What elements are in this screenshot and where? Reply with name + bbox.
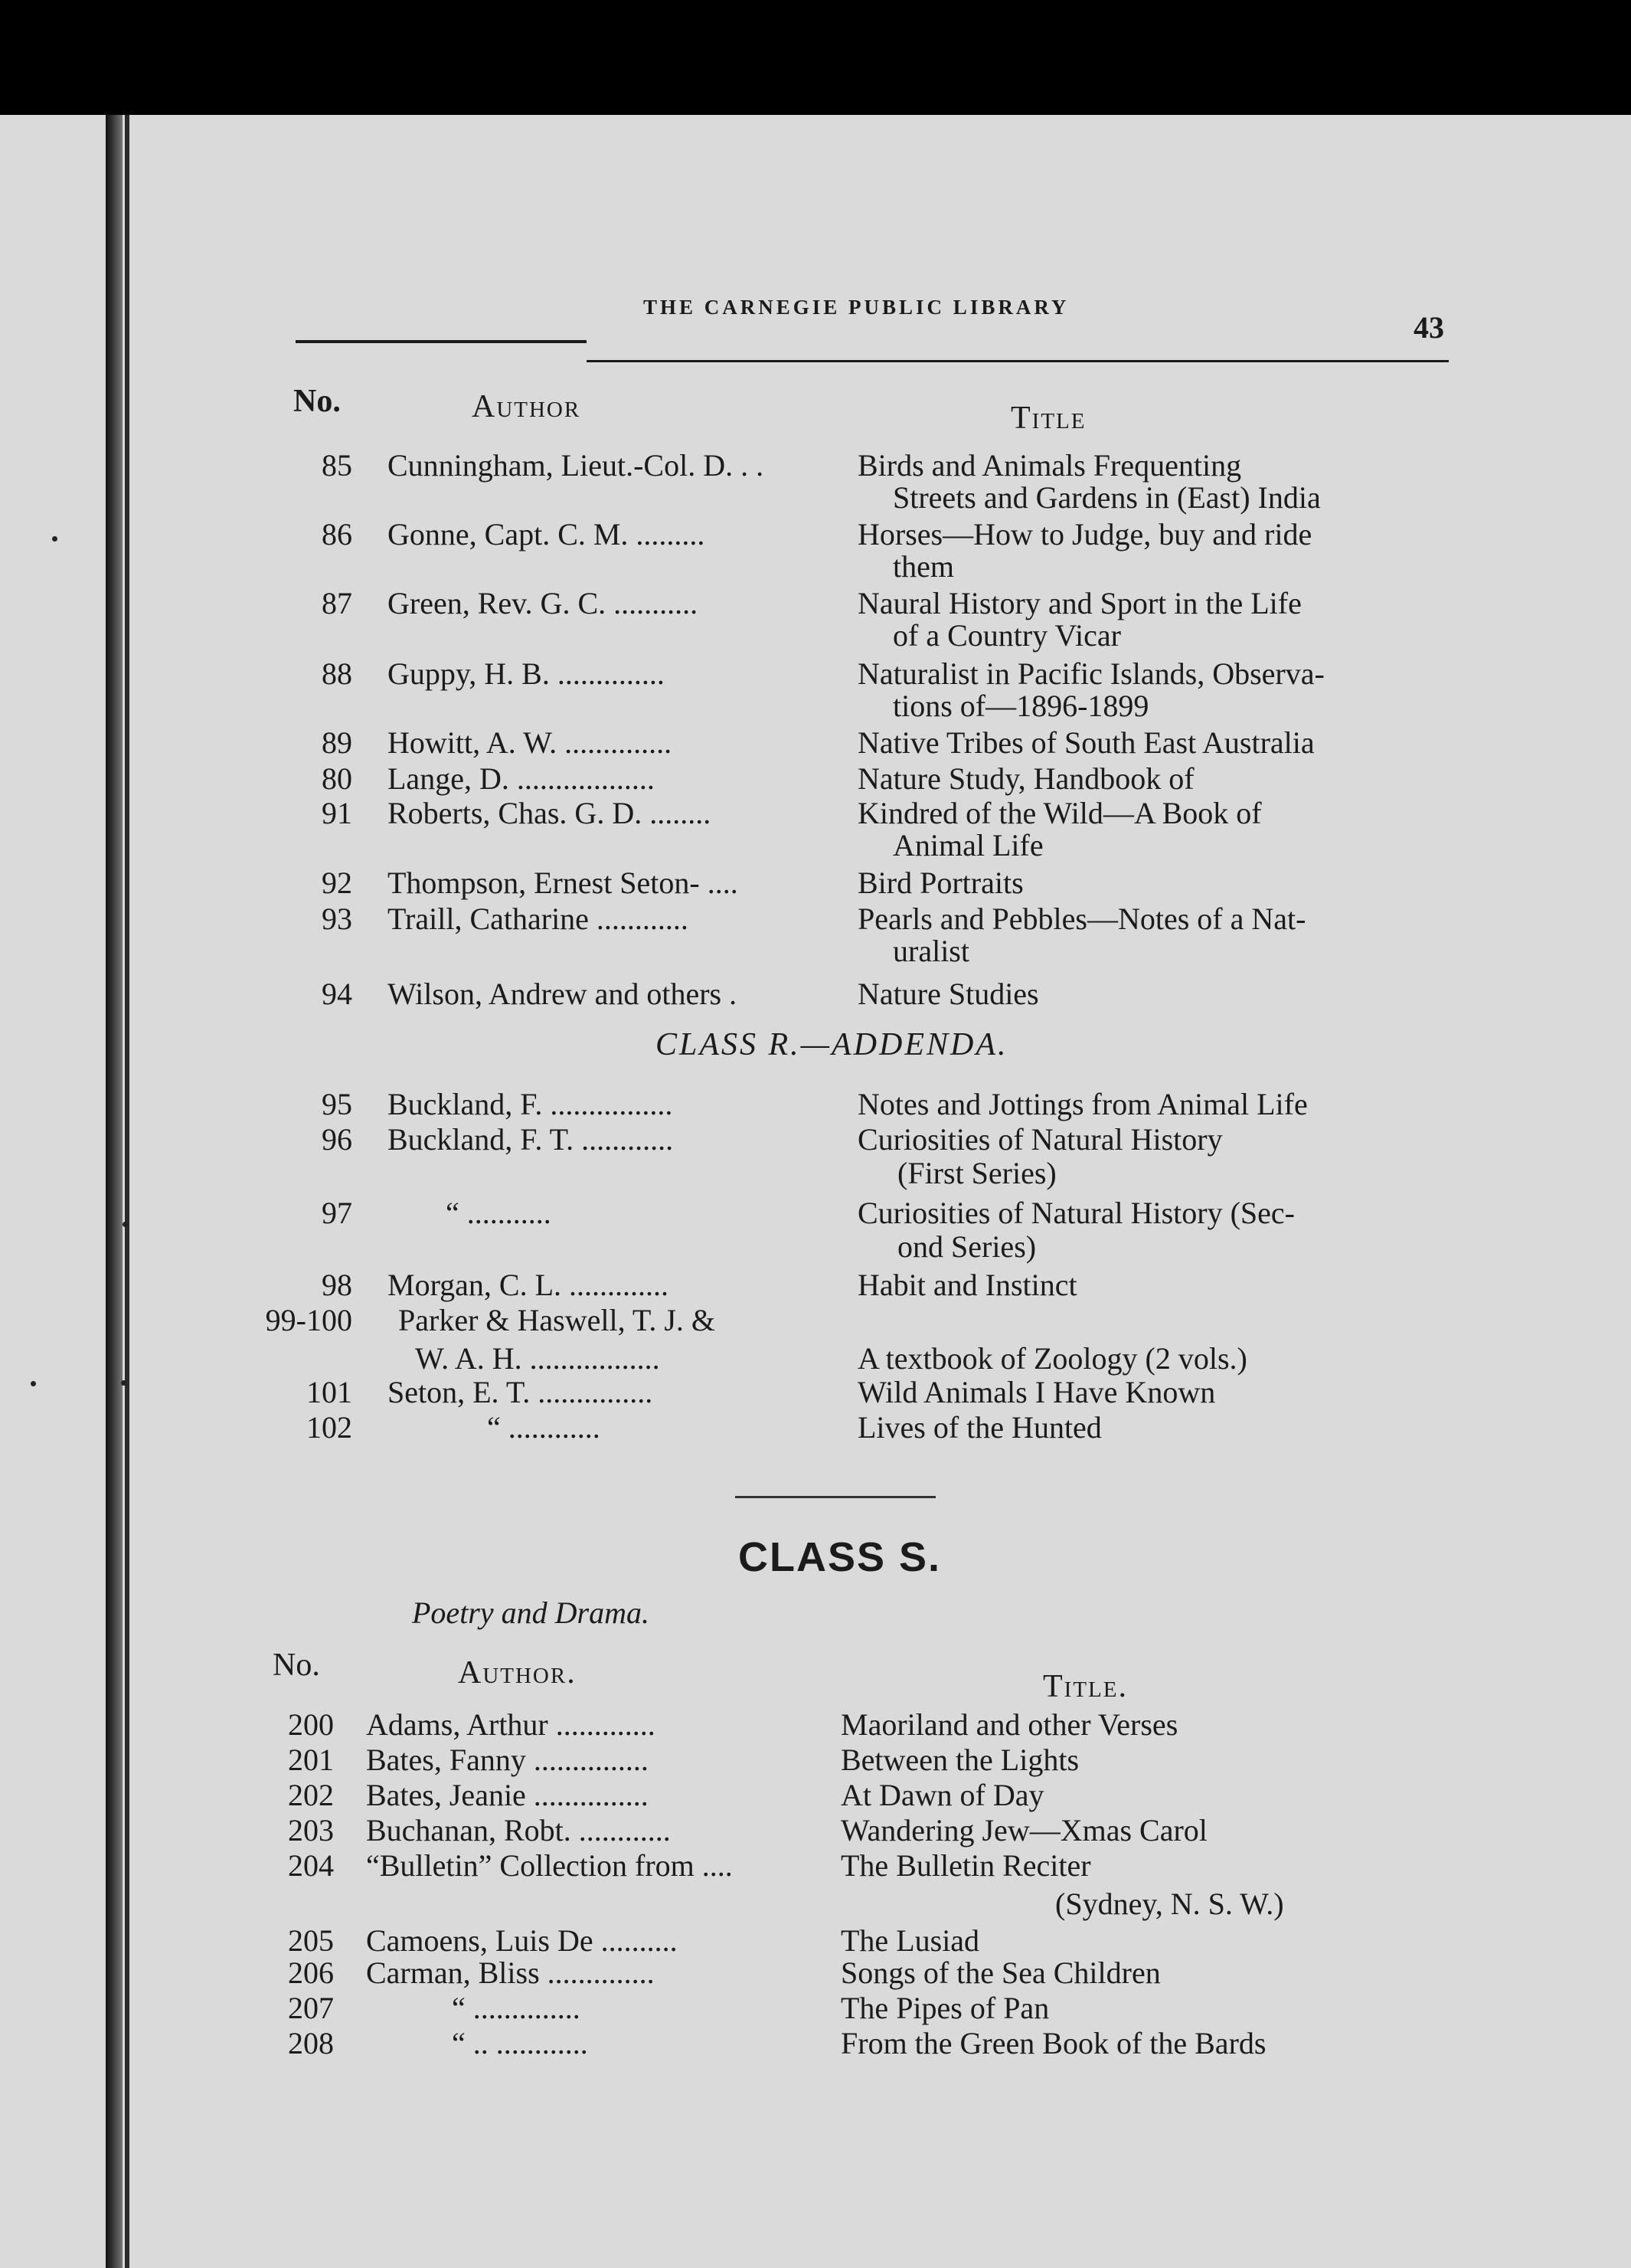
catalog-entry <box>0 2025 1470 2062</box>
entry-author: Seton, E. T. ............... <box>387 1375 653 1409</box>
class-s-subtitle: Poetry and Drama. <box>412 1595 649 1630</box>
entry-author: Traill, Catharine ............ <box>387 902 688 936</box>
entry-number: 96 <box>322 1122 352 1157</box>
catalog-entry <box>0 795 1470 832</box>
entry-number: 87 <box>322 586 352 620</box>
entry-title: Bird Portraits <box>858 866 1024 900</box>
entry-title: Songs of the Sea Children <box>841 1955 1161 1990</box>
entry-number: 88 <box>322 656 352 691</box>
catalog-entry <box>0 1409 1470 1446</box>
entry-number: 101 <box>306 1375 352 1409</box>
entry-title: Pearls and Pebbles—Notes of a Nat- <box>858 902 1306 936</box>
col-header-author: Author. <box>458 1655 577 1690</box>
entry-number: 85 <box>322 448 352 483</box>
entry-title: Horses—How to Judge, buy and ride <box>858 517 1312 551</box>
entry-author: “ ............ <box>487 1410 600 1445</box>
entry-title: Wild Animals I Have Known <box>858 1375 1216 1409</box>
entry-number: 89 <box>322 725 352 760</box>
entry-author: “ .. ............ <box>452 2026 588 2060</box>
entry-author: Buckland, F. T. ............ <box>387 1122 674 1157</box>
catalog-entry <box>0 1812 1470 1849</box>
entry-number: 202 <box>288 1778 334 1812</box>
entry-title: Lives of the Hunted <box>858 1410 1102 1445</box>
entry-author: Gonne, Capt. C. M. ......... <box>387 517 705 551</box>
running-title: THE CARNEGIE PUBLIC LIBRARY <box>643 296 1070 319</box>
catalog-entry <box>0 1707 1470 1743</box>
catalog-entry <box>0 1777 1470 1814</box>
entry-title-continuation: Streets and Gardens in (East) India <box>893 480 1321 515</box>
entry-author: “Bulletin” Collection from .... <box>366 1848 733 1883</box>
entry-number: 80 <box>322 761 352 796</box>
entry-author: Buckland, F. ................ <box>387 1087 673 1121</box>
entry-author: Wilson, Andrew and others . <box>387 977 737 1011</box>
entry-title: Curiosities of Natural History <box>858 1122 1223 1157</box>
entry-author: Camoens, Luis De .......... <box>366 1923 678 1958</box>
entry-number: 207 <box>288 1991 334 2025</box>
entry-title: Native Tribes of South East Australia <box>858 725 1315 760</box>
entry-title: The Pipes of Pan <box>841 1991 1050 2025</box>
entry-author: Roberts, Chas. G. D. ........ <box>387 796 711 830</box>
entry-title: The Bulletin Reciter <box>841 1848 1091 1883</box>
entry-title: Between the Lights <box>841 1743 1080 1777</box>
entry-number: 205 <box>288 1923 334 1958</box>
entry-number: 99-100 <box>265 1303 352 1337</box>
entry-author: “ ........... <box>446 1196 551 1230</box>
catalog-entry <box>0 1267 1470 1304</box>
catalog-entry <box>0 1923 1470 1959</box>
catalog-entry <box>0 1086 1470 1123</box>
section-divider <box>735 1496 936 1498</box>
entry-author: Carman, Bliss .............. <box>366 1955 655 1990</box>
catalog-entry <box>0 656 1470 692</box>
catalog-entry <box>0 865 1470 902</box>
entry-number: 102 <box>306 1410 352 1445</box>
entry-title: Naturalist in Pacific Islands, Observa- <box>858 656 1325 691</box>
entry-title-continuation: ond Series) <box>897 1229 1037 1264</box>
header-rule-right <box>587 360 1449 362</box>
catalog-entry <box>0 1121 1470 1158</box>
catalog-entry <box>0 976 1470 1013</box>
entry-author: Morgan, C. L. ............. <box>387 1268 669 1302</box>
entry-author: Bates, Fanny ............... <box>366 1743 649 1777</box>
entry-title-continuation: (Sydney, N. S. W.) <box>1055 1887 1284 1921</box>
entry-title-continuation: them <box>893 549 954 584</box>
entry-title: Notes and Jottings from Animal Life <box>858 1087 1308 1121</box>
entry-title: Wandering Jew—Xmas Carol <box>841 1813 1208 1847</box>
entry-number: 201 <box>288 1743 334 1777</box>
entry-title: Birds and Animals Frequenting <box>858 448 1242 483</box>
entry-author: Thompson, Ernest Seton- .... <box>387 866 738 900</box>
entry-number: 206 <box>288 1955 334 1990</box>
entry-author: Buchanan, Robt. ............ <box>366 1813 671 1847</box>
entry-number: 200 <box>288 1707 334 1742</box>
catalog-entry <box>0 1742 1470 1779</box>
catalog-entry <box>0 1340 1470 1377</box>
entry-title: From the Green Book of the Bards <box>841 2026 1267 2060</box>
catalog-entry <box>0 1847 1470 1884</box>
entry-number: 95 <box>322 1087 352 1121</box>
entry-title-continuation: Animal Life <box>893 828 1044 862</box>
col-header-no: No. <box>293 384 341 419</box>
catalog-entry <box>0 516 1470 553</box>
header-rule-left <box>296 340 587 343</box>
entry-author: Lange, D. .................. <box>387 761 655 796</box>
col-header-no: No. <box>273 1648 320 1683</box>
entry-author: Howitt, A. W. .............. <box>387 725 672 760</box>
col-header-author: Author <box>472 389 581 424</box>
entry-title: Naural History and Sport in the Life <box>858 586 1302 620</box>
entry-title-continuation: tions of—1896-1899 <box>893 689 1149 723</box>
entry-title: At Dawn of Day <box>841 1778 1044 1812</box>
entry-number: 93 <box>322 902 352 936</box>
entry-author: Adams, Arthur ............. <box>366 1707 655 1742</box>
entry-author: Bates, Jeanie ............... <box>366 1778 649 1812</box>
entry-number: 204 <box>288 1848 334 1883</box>
entry-title: The Lusiad <box>841 1923 980 1958</box>
catalog-entry <box>0 1955 1470 1991</box>
entry-title: Maoriland and other Verses <box>841 1707 1178 1742</box>
catalog-entry <box>0 447 1470 484</box>
entry-title-continuation: uralist <box>893 934 969 968</box>
entry-number: 92 <box>322 866 352 900</box>
entry-author: W. A. H. ................. <box>415 1341 660 1376</box>
entry-number: 208 <box>288 2026 334 2060</box>
entry-author: “ .............. <box>452 1991 580 2025</box>
entry-number: 97 <box>322 1196 352 1230</box>
catalog-entry <box>0 1990 1470 2027</box>
entry-author: Cunningham, Lieut.-Col. D. . . <box>387 448 764 483</box>
entry-number: 91 <box>322 796 352 830</box>
catalog-entry <box>0 725 1470 761</box>
entry-author: Parker & Haswell, T. J. & <box>398 1303 716 1337</box>
entry-title-continuation: (First Series) <box>897 1156 1057 1190</box>
entry-title: Curiosities of Natural History (Sec- <box>858 1196 1295 1230</box>
catalog-entry <box>0 1195 1470 1232</box>
catalog-entry <box>0 1302 1470 1339</box>
class-s-heading: CLASS S. <box>738 1534 942 1580</box>
addenda-heading: CLASS R.—ADDENDA. <box>655 1027 1008 1062</box>
entry-title: Kindred of the Wild—A Book of <box>858 796 1262 830</box>
page-number: 43 <box>1414 310 1444 345</box>
entry-author: Green, Rev. G. C. ........... <box>387 586 698 620</box>
entry-title: A textbook of Zoology (2 vols.) <box>858 1341 1247 1376</box>
col-header-title: Title. <box>1043 1669 1128 1704</box>
entry-title: Nature Studies <box>858 977 1039 1011</box>
entry-author: Guppy, H. B. .............. <box>387 656 665 691</box>
entry-title: Nature Study, Handbook of <box>858 761 1195 796</box>
col-header-title: Title <box>1011 401 1087 436</box>
entry-title: Habit and Instinct <box>858 1268 1077 1302</box>
entry-number: 86 <box>322 517 352 551</box>
catalog-entry <box>0 585 1470 622</box>
entry-number: 203 <box>288 1813 334 1847</box>
entry-title-continuation: of a Country Vicar <box>893 618 1121 653</box>
entry-number: 98 <box>322 1268 352 1302</box>
entry-number: 94 <box>322 977 352 1011</box>
catalog-entry <box>0 901 1470 938</box>
catalog-entry <box>0 761 1470 797</box>
catalog-entry <box>0 1374 1470 1411</box>
